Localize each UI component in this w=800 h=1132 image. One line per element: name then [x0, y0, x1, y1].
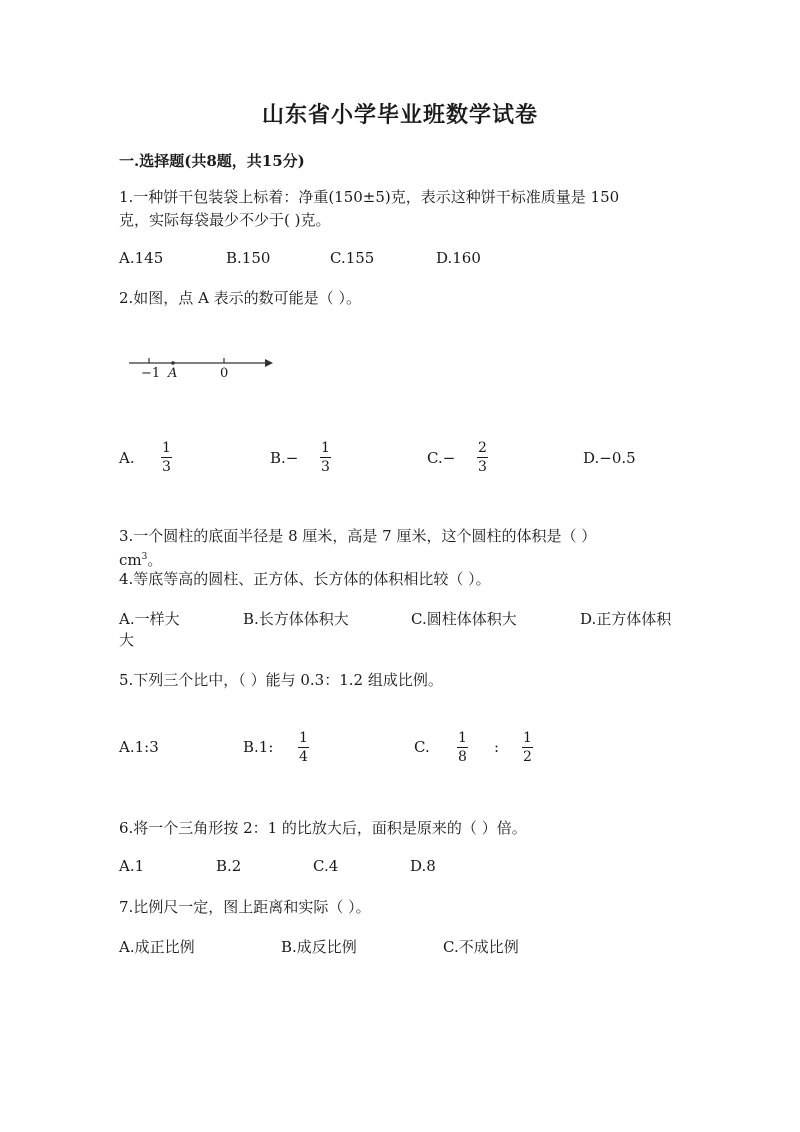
q4-option-c[interactable]: C.圆柱体体积大 — [411, 610, 517, 628]
label-neg-one: −1 — [141, 366, 161, 381]
q2-option-b-fraction — [320, 440, 331, 475]
fraction-bar — [477, 457, 488, 458]
q1-option-b[interactable]: B.150 — [226, 249, 271, 267]
q5-option-c-fraction-1 — [457, 730, 468, 765]
q6-option-a[interactable]: A.1 — [119, 857, 145, 875]
q2-option-c-fraction — [477, 440, 488, 475]
question-5-text: 5.下列三个比中，（ ）能与 0.3：1.2 组成比例。 — [119, 671, 443, 689]
page-title: 山东省小学毕业班数学试卷 — [261, 102, 538, 128]
q1-option-a[interactable]: A.145 — [119, 249, 164, 267]
q2-option-a-fraction — [161, 440, 172, 475]
numerator: 1 — [299, 730, 308, 746]
numerator: 1 — [162, 440, 171, 456]
denominator: 3 — [478, 459, 487, 475]
point-a-marker — [171, 361, 175, 365]
q5-option-c-fraction-2 — [522, 730, 533, 765]
numerator: 1 — [523, 730, 532, 746]
number-line-arrow-icon — [265, 359, 273, 367]
question-3-line-1: 3.一个圆柱的底面半径是 8 厘米，高是 7 厘米，这个圆柱的体积是（ ） — [119, 527, 597, 545]
fraction-bar — [298, 747, 309, 748]
denominator: 3 — [162, 459, 171, 475]
question-1-line-1: 1.一种饼干包装袋上标着：净重(150±5)克，表示这种饼干标准质量是 150 — [119, 188, 620, 206]
question-7-text: 7.比例尺一定，图上距离和实际（ ）。 — [119, 898, 371, 916]
numerator: 1 — [321, 440, 330, 456]
q4-option-a[interactable]: A.一样大 — [119, 610, 180, 628]
q5-option-c-prefix[interactable]: C. — [414, 738, 430, 756]
q1-option-d[interactable]: D.160 — [436, 249, 481, 267]
q2-option-b-prefix[interactable]: B.− — [270, 449, 299, 467]
label-point-a: A — [168, 366, 178, 381]
numerator: 2 — [478, 440, 487, 456]
q2-option-d[interactable]: D.−0.5 — [583, 449, 636, 467]
numerator: 1 — [458, 730, 467, 746]
q4-option-d-wrap: 大 — [119, 631, 135, 649]
q2-option-c-prefix[interactable]: C.− — [427, 449, 456, 467]
question-1-line-2: 克，实际每袋最少不少于( )克。 — [119, 211, 331, 229]
section-heading: 一.选择题(共8题，共15分) — [119, 152, 305, 170]
unit: cm — [119, 551, 142, 569]
q4-option-d[interactable]: D.正方体体积 — [580, 610, 672, 628]
period: 。 — [147, 551, 163, 569]
q5-option-a[interactable]: A.1:3 — [119, 738, 159, 756]
fraction-bar — [457, 747, 468, 748]
question-6-text: 6.将一个三角形按 2：1 的比放大后，面积是原来的（ ）倍。 — [119, 819, 527, 837]
fraction-bar — [320, 457, 331, 458]
q7-option-b[interactable]: B.成反比例 — [281, 938, 357, 956]
fraction-bar — [161, 457, 172, 458]
denominator: 4 — [299, 749, 308, 765]
question-4-text: 4.等底等高的圆柱、正方体、长方体的体积相比较（ ）。 — [119, 570, 491, 588]
denominator: 8 — [458, 749, 467, 765]
q2-option-a-prefix[interactable]: A. — [119, 449, 135, 467]
q5-option-b-prefix[interactable]: B.1: — [243, 738, 274, 756]
q7-option-c[interactable]: C.不成比例 — [443, 938, 519, 956]
q5-option-c-colon: : — [494, 738, 500, 756]
q4-option-b[interactable]: B.长方体体积大 — [243, 610, 349, 628]
unit-exponent: 3 — [141, 552, 148, 562]
q6-option-d[interactable]: D.8 — [410, 857, 436, 875]
denominator: 2 — [523, 749, 532, 765]
q7-option-a[interactable]: A.成正比例 — [119, 938, 195, 956]
fraction-bar — [522, 747, 533, 748]
label-zero: 0 — [220, 366, 229, 381]
question-2-text: 2.如图，点 A 表示的数可能是（ ）。 — [119, 289, 361, 307]
q5-option-b-fraction — [298, 730, 309, 765]
denominator: 3 — [321, 459, 330, 475]
q1-option-c[interactable]: C.155 — [330, 249, 375, 267]
q6-option-c[interactable]: C.4 — [313, 857, 339, 875]
q6-option-b[interactable]: B.2 — [216, 857, 242, 875]
